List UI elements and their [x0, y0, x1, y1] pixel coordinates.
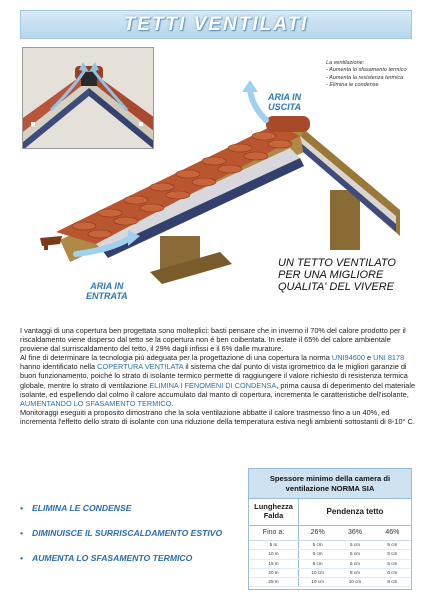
value-cell: 8 cm — [387, 579, 398, 585]
table-row — [249, 541, 411, 550]
body-text-run: hanno identificato nella — [20, 362, 98, 372]
table-row — [249, 560, 411, 569]
ventilation-note-item: - Elimina le condense — [326, 81, 379, 88]
col-header-slope: Pendenza tetto — [326, 507, 384, 516]
value-cell: 5 cm — [387, 560, 398, 566]
slope-row — [249, 526, 411, 541]
benefit-label: DIMINUISCE IL SURRISCALDAMENTO ESTIVO — [32, 528, 223, 538]
value-cell: 5 cm — [312, 542, 323, 547]
value-cell: 6 cm — [350, 560, 360, 566]
value-cell: 6 cm — [312, 551, 323, 557]
table-title: Spessore minimo della camera di ventilazione NORMA SIA — [249, 469, 411, 499]
benefit-item — [20, 525, 230, 542]
slogan-text: UN TETTO VENTILATO PER UNA MIGLIORE QUALITA' DEL VIVERE — [278, 257, 396, 293]
air-outlet-label — [268, 92, 301, 112]
body-text-run: il sistema che dal punto di vista igrometrico da le migliori garanzie di buon funzionamento, poiché lo strato di isolante termico permette di raggiungere il valore richiesto di resistenza termica globale, mentre lo strato di ventilazione — [20, 362, 408, 390]
ventilation-note-item: - Aumenta la resistenza termica — [326, 74, 404, 81]
value-cell: 8 cm — [312, 560, 323, 566]
table-row — [249, 569, 411, 578]
body-text-run: , prima causa di deperimento del materiale isolante, ed espellendo dal colmo il calore accumulato dal manto di copertura, incrementa le caratteristiche dell'isolante, — [20, 380, 416, 399]
highlight-term: ELIMINA I FENOMENI DI CONDENSA — [149, 380, 277, 390]
bullet-icon: • — [20, 528, 24, 538]
body-paragraph: I vantaggi di una copertura ben progettata sono molteplici: basti pensare che in inverno il 70% del calore prodotto per il riscaldamento viene disperso dal tetto se la copertura non è ben coibentata. In estate il 65% del calore ambientale proviene dal surriscaldamento del tetto, il 29% dagli infissi e il 6% dalle murature. — [20, 326, 406, 354]
norm-reference: UNI 8178 — [373, 353, 405, 363]
col-header-length: Lunghezza Falda — [249, 499, 299, 525]
page-title: TETTI VENTILATI — [20, 10, 412, 39]
slope-value: 26% — [310, 529, 325, 536]
benefits-list — [20, 500, 230, 575]
air-inlet-line1: ARIA IN — [90, 281, 124, 291]
table-row — [249, 550, 411, 559]
air-inlet-label — [86, 281, 128, 301]
length-cell: 10 m — [249, 550, 299, 558]
bullet-icon: • — [20, 553, 24, 563]
ventilated-roof-illustration — [0, 40, 424, 290]
benefit-label: AUMENTA LO SFASAMENTO TERMICO — [32, 553, 193, 563]
highlight-term: AUMENTANDO LO SFASAMENTO TERMICO — [20, 398, 172, 408]
value-cell: 6 cm — [387, 569, 398, 575]
ventilation-notes-title: La ventilazione: — [326, 60, 365, 66]
benefit-label: ELIMINA LE CONDENSE — [32, 503, 132, 513]
air-outlet-line2: USCITA — [268, 102, 301, 112]
bullet-icon: • — [20, 503, 24, 513]
length-cell: 20 m — [249, 569, 299, 577]
value-cell: 5 cm — [387, 551, 398, 557]
benefit-item — [20, 550, 230, 567]
body-text-run: Al fine di determinare la tecnologia più adeguata per la progettazione di una copertura la norma — [20, 353, 332, 363]
value-cell: 10 cm — [348, 579, 362, 585]
body-paragraph — [20, 353, 416, 408]
body-text-run: . — [171, 398, 174, 408]
table-row — [249, 578, 411, 587]
length-cell: 15 m — [249, 560, 299, 568]
body-paragraph: Monitoraggi eseguiti a proposito dimostrano che la sola ventilazione abbatte il calore trasmesso fino a un 40%, ed incrementa l'effetto dello strato di isolante con una riduzione della temperatura estiva negli ambienti sottostanti di 8-10° C. — [20, 407, 415, 426]
body-text-run: e — [364, 353, 374, 363]
row-label: Fino a: — [249, 526, 299, 540]
slope-value: 36% — [347, 529, 362, 536]
body-text — [20, 326, 416, 426]
air-outlet-line1: ARIA IN — [268, 92, 302, 102]
value-cell: 10 cm — [311, 569, 324, 575]
value-cell: 10 cm — [311, 579, 324, 585]
slope-value: 46% — [385, 529, 400, 536]
length-cell: 25 m — [249, 578, 299, 586]
benefit-item — [20, 500, 230, 517]
ventilation-table — [248, 468, 412, 590]
value-cell: 5 cm — [350, 551, 360, 557]
ventilation-note-item: - Aumenta lo sfasamento termico — [326, 67, 407, 74]
norm-reference: UNI94600 — [331, 353, 365, 363]
length-cell: 5 m — [249, 541, 299, 549]
value-cell: 5 cm — [387, 542, 398, 547]
highlight-term: COPERTURA VENTILATA — [97, 362, 184, 372]
air-inlet-line2: ENTRATA — [86, 291, 128, 301]
value-cell: 8 cm — [350, 569, 360, 575]
value-cell: 5 cm — [350, 542, 360, 547]
table-header-row — [249, 499, 411, 526]
